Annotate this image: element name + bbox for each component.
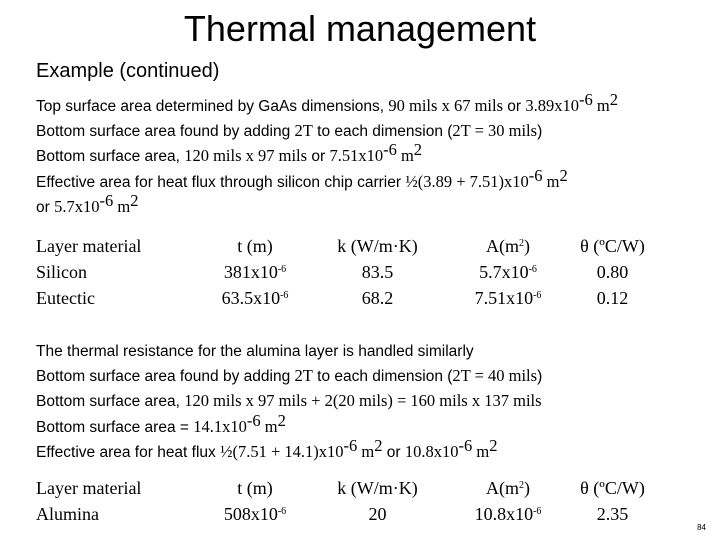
row-thermal-resistance: 2.35 [596, 504, 629, 524]
row-thermal-resistance: 0.80 [596, 262, 629, 282]
row-area: $7.51x10^{-6}$ [474, 288, 542, 308]
superscript: -6 [579, 90, 593, 109]
superscript: 2 [609, 90, 618, 109]
text: Bottom surface area, [36, 393, 185, 411]
text: to each dimension ( [312, 123, 453, 141]
header-thermal-resistance: θ (ºC/W) [580, 478, 645, 498]
superscript: 2 [413, 140, 423, 160]
row-material: Alumina [36, 504, 99, 524]
para1-line-4 [36, 165, 618, 195]
para1-line-5 [36, 190, 618, 220]
superscript: 2 [559, 165, 568, 185]
superscript: -6 [246, 410, 261, 430]
text: or [307, 148, 330, 166]
header-material: Layer material [36, 478, 142, 498]
row-area: $10.8x10^{-6}$ [474, 504, 542, 524]
text: 3.89x10 [525, 96, 580, 115]
text: 2T = 40 mils [452, 366, 538, 386]
header-thermal-resistance: θ (ºC/W) [580, 236, 645, 256]
text: m [260, 416, 278, 436]
text: Bottom surface area found by adding [36, 123, 295, 141]
superscript: -6 [458, 435, 473, 455]
header-area: $A(m^2)$ [486, 478, 530, 498]
header-conductivity: k (W/m·K) [337, 478, 418, 498]
text: ½(3.89 + 7.51)x10 [405, 171, 529, 191]
text: Effective area for heat flux [36, 443, 221, 461]
text: m [113, 196, 131, 216]
slide-title: Thermal management [183, 8, 537, 49]
row-conductivity: 83.5 [361, 262, 394, 282]
text: 7.51x10 [329, 146, 384, 166]
text: 10.8x10 [404, 441, 459, 461]
superscript: 2 [277, 410, 286, 430]
para2-line-2 [36, 364, 542, 389]
text: or [503, 98, 526, 115]
text: The thermal resistance for the alumina layer is handled similarly [36, 343, 474, 360]
para2-line-3 [36, 389, 542, 414]
superscript: 2 [130, 190, 139, 210]
text: Bottom surface area = [36, 418, 194, 436]
text: ) [537, 368, 543, 386]
text: ½(7.51 + 14.1)x10 [220, 441, 344, 461]
superscript: -6 [528, 165, 543, 185]
header-material: Layer material [36, 236, 142, 256]
row-thickness: $381x10^{-6}$ [223, 262, 287, 282]
para2-line-1 [36, 340, 542, 364]
text: Bottom surface area, [36, 148, 185, 166]
paragraph-2 [36, 340, 542, 465]
row-thermal-resistance: 0.12 [596, 288, 629, 308]
superscript: -6 [99, 190, 114, 210]
para2-line-5 [36, 435, 542, 465]
row-thickness: $63.5x10^{-6}$ [221, 288, 289, 308]
row-conductivity: 68.2 [361, 288, 394, 308]
header-thickness: t (m) [237, 236, 273, 256]
text: Top surface area determined by GaAs dimensions, [36, 98, 389, 115]
text: 2T [294, 121, 313, 141]
text: 14.1x10 [193, 416, 247, 436]
row-thickness: $508x10^{-6}$ [223, 504, 287, 524]
text: 5.7x10 [54, 196, 100, 216]
text: m [592, 96, 610, 115]
text: ) [537, 123, 543, 141]
para1-line-1 [36, 90, 618, 119]
row-material: Eutectic [36, 288, 95, 308]
text: m [396, 146, 414, 166]
text: m [357, 441, 375, 461]
header-area: $A(m^2)$ [486, 236, 530, 256]
paragraph-1 [36, 90, 618, 220]
text: m [472, 441, 490, 461]
text: m [542, 171, 560, 191]
text: 2T = 30 mils [452, 121, 538, 141]
text: 90 mils x 67 mils [388, 96, 503, 115]
text: Bottom surface area found by adding [36, 368, 295, 386]
row-area: $5.7x10^{-6}$ [479, 262, 537, 282]
superscript: 2 [489, 435, 498, 455]
text: or [36, 198, 55, 216]
row-material: Silicon [36, 262, 88, 282]
text: 120 mils x 97 mils + 2(20 mils) = 160 mils x 137 mils [184, 391, 542, 411]
header-conductivity: k (W/m·K) [337, 236, 418, 256]
superscript: 2 [374, 435, 383, 455]
superscript: -6 [383, 140, 397, 160]
text: 2T [294, 366, 313, 386]
superscript: -6 [343, 435, 358, 455]
text: or [382, 443, 405, 461]
text: to each dimension ( [312, 368, 453, 386]
page-number: 84 [697, 523, 706, 532]
text: Effective area for heat flux through silicon chip carrier [36, 173, 406, 191]
text: 120 mils x 97 mils [184, 146, 308, 166]
para1-line-2 [36, 119, 618, 144]
slide-subtitle: Example (continued) [36, 60, 220, 82]
row-conductivity: 20 [368, 504, 387, 524]
header-thickness: t (m) [237, 478, 273, 498]
